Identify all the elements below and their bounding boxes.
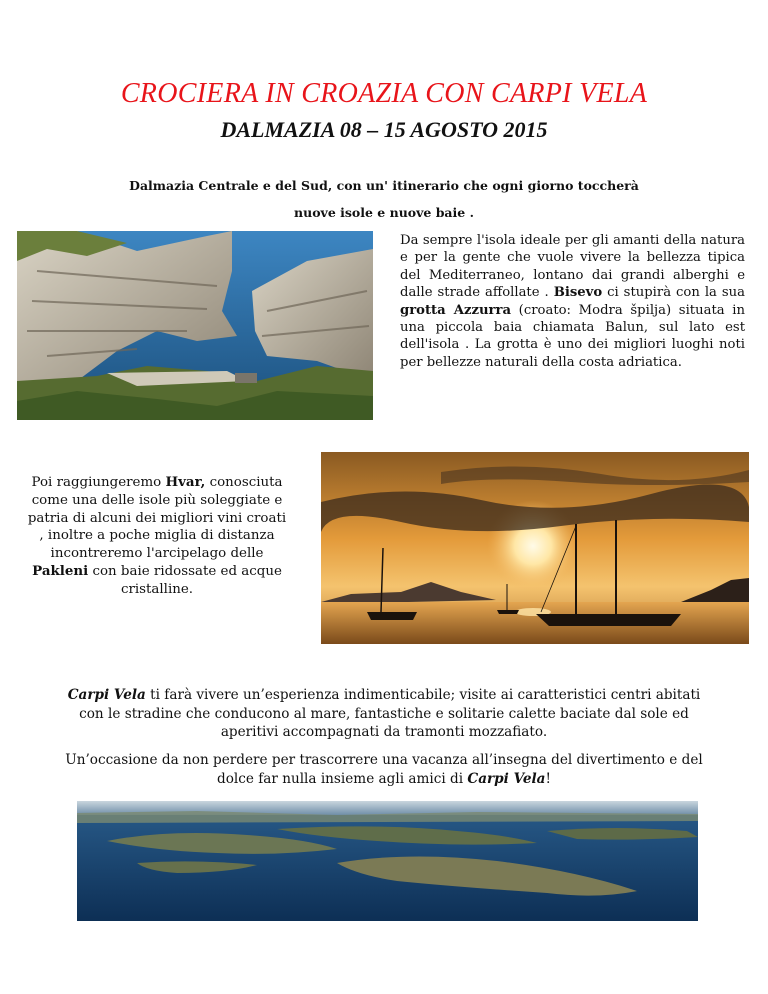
sunset-illustration [321,452,749,644]
occasione-end: ! [545,770,551,787]
photo-bisevo-cove [17,231,373,420]
grotta-azzurra-name: grotta Azzurra [400,302,512,318]
occasione-brand: Carpi Vela [467,770,546,787]
hvar-text-1: Poi raggiungeremo [31,475,166,490]
carpi-vela-brand: Carpi Vela [67,687,146,703]
intro-line-1: Dalmazia Centrale e del Sud, con un' itinerario che ogni giorno toccherà [129,178,639,193]
photo-aerial-islands [77,801,698,921]
hvar-text-3: con baie ridossate ed acque cristalline. [88,563,282,597]
bisevo-paragraph [400,232,745,371]
carpi-vela-paragraph [60,686,708,742]
intro-line-2: nuove isole e nuove baie . [294,205,474,220]
hvar-text-2: conosciuta come una delle isole più soleggiate e patria di alcuni dei migliori vini croati , inoltre a poche miglia di distanza incontreremo l'arcipelago delle [27,475,287,562]
pakleni-name: Pakleni [32,562,89,579]
intro-text [90,172,678,226]
bisevo-text-3: (croato: Modra špilja) situata in una piccola baia chiamata Balun, sul lato est dell'isola . La grotta è uno dei migliori luoghi noti per bellezze naturali della costa adriatica. [400,302,745,370]
cove-illustration [17,231,373,420]
carpi-vela-text: ti farà vivere un’esperienza indimenticabile; visite ai caratteristici centri abitati con le stradine che conducono al mare, fantastiche e solitarie calette baciate dal sole ed aperitivi accompagnati da tramonti mozzafiato. [79,687,701,740]
occasione-text: Un’occasione da non perdere per trascorrere una vacanza all’insegna del divertimento e del dolce far nulla insieme agli amici di [65,752,703,787]
page-title: CROCIERA IN CROAZIA CON CARPI VELA [120,78,648,109]
bisevo-text-1: Da sempre l'isola ideale per gli amanti della natura e per la gente che vuole vivere la bellezza tipica del Mediterraneo, lontano dai grandi alberghi e dalle strade affollate . [400,233,745,301]
occasione-paragraph [60,751,708,788]
bisevo-island-name: Bisevo [553,285,603,301]
islands-illustration [77,801,698,921]
hvar-paragraph [24,474,290,599]
page-subtitle: DALMAZIA 08 – 15 AGOSTO 2015 [220,117,548,142]
bisevo-text-2: ci stupirà con la sua [602,285,745,301]
photo-sunset-sailboats [321,452,749,644]
hvar-island-name: Hvar, [165,474,206,490]
